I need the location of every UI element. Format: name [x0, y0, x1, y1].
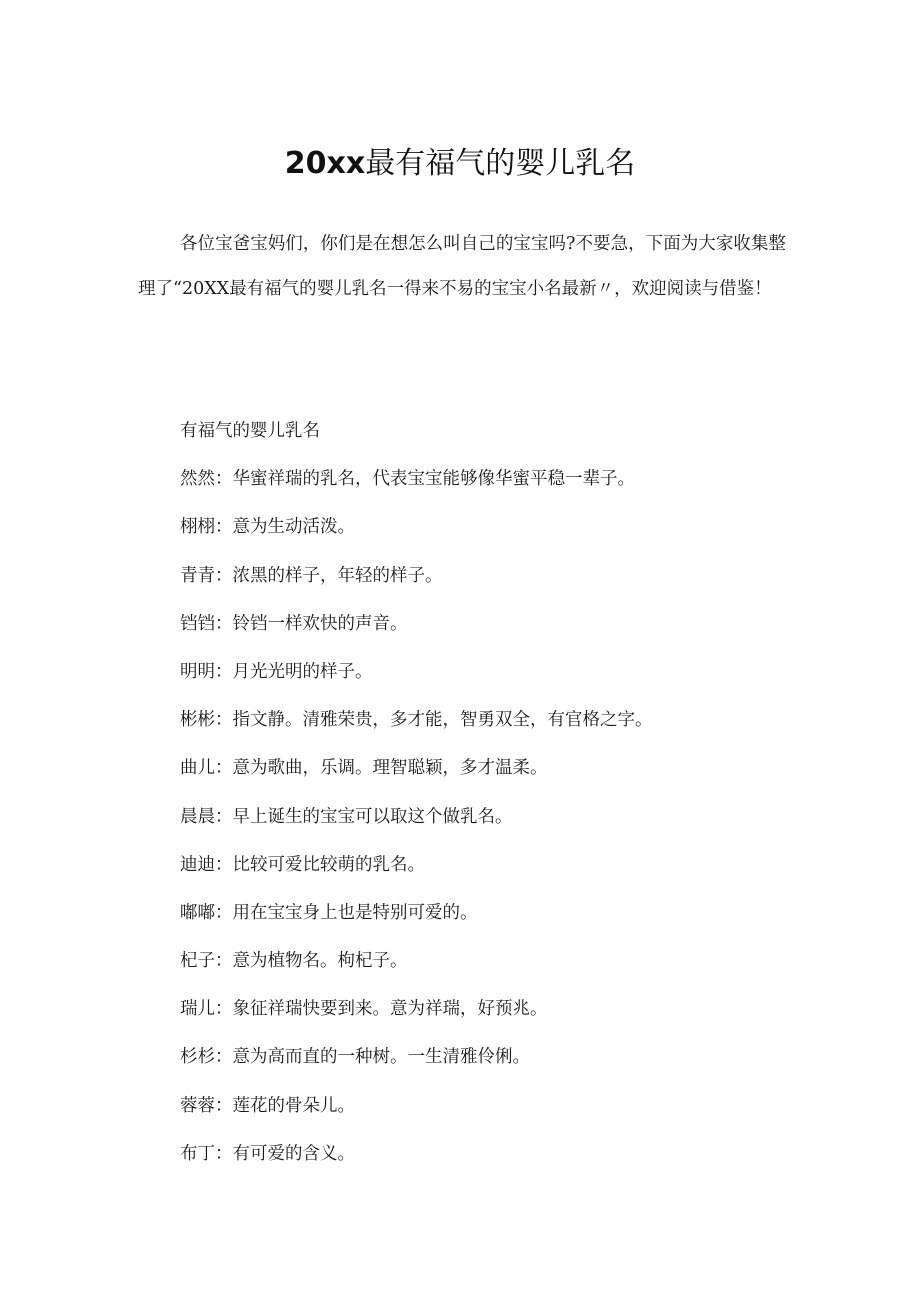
- entry-name: 然然: [180, 469, 215, 490]
- entry-separator: ：: [215, 469, 233, 490]
- entry-name: 杉杉: [180, 1047, 215, 1068]
- entry-name: 曲儿: [180, 758, 215, 779]
- entry-separator: ：: [215, 613, 233, 634]
- list-item: [180, 557, 800, 605]
- entry-meaning: 比较可爱比较萌的乳名。: [232, 854, 425, 875]
- entry-separator: ：: [215, 1095, 233, 1116]
- entry-meaning: 早上诞生的宝宝可以取这个做乳名。: [232, 806, 513, 827]
- list-item: [180, 1038, 800, 1086]
- list-item: [180, 846, 800, 894]
- entry-name: 瑞儿: [180, 999, 215, 1020]
- entry-separator: ：: [215, 902, 233, 923]
- section-heading: 有福气的婴儿乳名: [180, 421, 320, 441]
- entry-name: 晨晨: [180, 806, 215, 827]
- entry-separator: ：: [215, 517, 233, 538]
- entry-meaning: 意为植物名。枸杞子。: [232, 951, 408, 972]
- entry-name: 栩栩: [180, 517, 215, 538]
- name-list: [180, 412, 800, 1183]
- entry-separator: ：: [215, 999, 233, 1020]
- entry-name: 明明: [180, 661, 215, 682]
- entry-name: 迪迪: [180, 854, 215, 875]
- entry-separator: ：: [215, 806, 233, 827]
- entry-meaning: 莲花的骨朵儿。: [232, 1095, 355, 1116]
- entry-name: 青青: [180, 565, 215, 586]
- list-item: [180, 701, 800, 749]
- list-item: [180, 653, 800, 701]
- list-item: [180, 605, 800, 653]
- entry-meaning: 指文静。清雅荣贵，多才能，智勇双全，有官格之字。: [232, 710, 653, 731]
- entry-separator: ：: [215, 758, 233, 779]
- entry-name: 布丁: [180, 1143, 215, 1164]
- list-item: [180, 1135, 800, 1183]
- page-title: [0, 142, 920, 186]
- list-item: [180, 990, 800, 1038]
- entry-separator: ：: [215, 854, 233, 875]
- entry-separator: ：: [215, 710, 233, 731]
- entry-meaning: 用在宝宝身上也是特别可爱的。: [232, 902, 478, 923]
- entry-meaning: 意为歌曲，乐调。理智聪颖，多才温柔。: [232, 758, 548, 779]
- list-item: [180, 460, 800, 508]
- list-item: [180, 798, 800, 846]
- entry-separator: ：: [215, 1047, 233, 1068]
- list-item: [180, 508, 800, 556]
- entry-separator: ：: [215, 1143, 233, 1164]
- entry-separator: ：: [215, 565, 233, 586]
- list-item: [180, 749, 800, 797]
- entry-meaning: 象征祥瑞快要到来。意为祥瑞，好预兆。: [232, 999, 548, 1020]
- entry-name: 杞子: [180, 951, 215, 972]
- entry-meaning: 意为高而直的一种树。一生清雅伶俐。: [232, 1047, 530, 1068]
- entry-meaning: 华蜜祥瑞的乳名，代表宝宝能够像华蜜平稳一辈子。: [232, 469, 635, 490]
- entry-name: 蓉蓉: [180, 1095, 215, 1116]
- list-item: [180, 894, 800, 942]
- entry-meaning: 有可爱的含义。: [232, 1143, 355, 1164]
- entry-name: 彬彬: [180, 710, 215, 731]
- entry-meaning: 铃铛一样欢快的声音。: [232, 613, 408, 634]
- entry-meaning: 意为生动活泼。: [232, 517, 355, 538]
- list-item: [180, 1087, 800, 1135]
- entry-separator: ：: [215, 951, 233, 972]
- intro-paragraph: 各位宝爸宝妈们，你们是在想怎么叫自己的宝宝吗?不要急，下面为大家收集整理了“20XX最有福气的婴儿乳名一得来不易的宝宝小名最新〃，欢迎阅读与借鉴！: [138, 234, 786, 299]
- entry-meaning: 月光光明的样子。: [232, 661, 373, 682]
- page-title-number: 20xx: [284, 146, 366, 181]
- page-title-text: 最有福气的婴儿乳名: [365, 146, 636, 181]
- entry-name: 铛铛: [180, 613, 215, 634]
- list-item: [180, 942, 800, 990]
- entry-separator: ：: [215, 661, 233, 682]
- entry-meaning: 浓黑的样子，年轻的样子。: [232, 565, 443, 586]
- entry-name: 嘟嘟: [180, 902, 215, 923]
